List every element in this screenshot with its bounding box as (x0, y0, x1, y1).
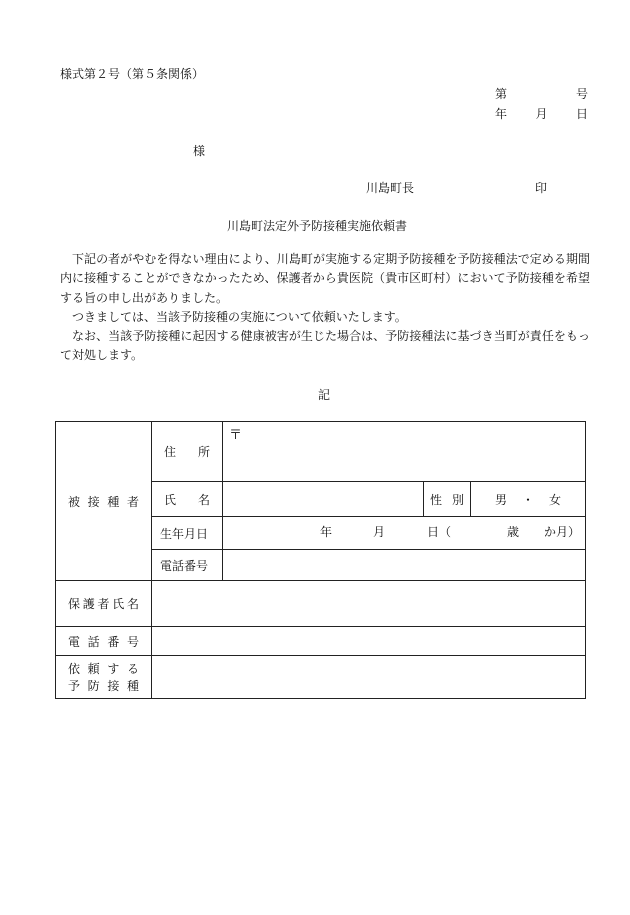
body-paragraph: 下記の者がやむを得ない理由により、川島町が実施する定期予防接種を予防接種法で定める期間内に接種することができなかったため、保護者から貴医院（貴市区町村）において予防接種を希望する旨の申し出がありました。 (60, 252, 590, 305)
address-label-cell (152, 422, 223, 482)
birthdate-day-unit: 日（ (427, 525, 452, 539)
age-years-unit: 歳 (507, 525, 520, 539)
seal-mark: 印 (535, 181, 548, 195)
guardian-label-cell (56, 581, 152, 627)
recipient-label-cell (56, 422, 152, 581)
birthdate-field[interactable] (223, 517, 586, 550)
birthdate-month-unit: 月 (373, 525, 386, 539)
name-field[interactable] (223, 482, 424, 517)
number-suffix: 号 (575, 87, 588, 101)
document-date-line (495, 107, 588, 121)
label-char: 者 (126, 494, 139, 509)
sex-field[interactable] (471, 482, 586, 517)
number-prefix: 第 (495, 87, 508, 101)
ki-heading: 記 (318, 388, 331, 402)
recipient-table (55, 421, 586, 699)
date-day: 日 (575, 107, 588, 121)
phone-label-cell: 電話番号 (152, 550, 223, 581)
label-char: す (107, 662, 120, 676)
postal-mark: 〒 (229, 428, 243, 443)
sender-name: 川島町長 (366, 181, 415, 195)
address-field[interactable] (223, 422, 586, 482)
date-month: 月 (535, 107, 548, 121)
label-char: る (126, 662, 139, 676)
label-char: 種 (126, 679, 139, 693)
phone-field[interactable] (223, 550, 586, 581)
label-char: 予 (68, 679, 81, 693)
label-char: 番 (107, 634, 120, 649)
sex-option-female: 女 (548, 492, 561, 507)
label-char: 名 (197, 492, 210, 507)
label-char: 電 (68, 634, 81, 649)
label-char: 話 (87, 634, 100, 649)
document-title: 川島町法定外予防接種実施依頼書 (227, 219, 408, 233)
label-char: 頼 (87, 662, 100, 676)
date-year: 年 (495, 107, 508, 121)
requested-vaccination-label-cell (56, 656, 152, 699)
addressee-suffix: 様 (193, 144, 206, 158)
birthdate-label-cell: 生年月日 (152, 517, 223, 550)
label-char: 保 (68, 597, 81, 611)
label-char: 防 (87, 679, 100, 693)
label-char: 性 (430, 492, 443, 507)
body-paragraph: なお、当該予防接種に起因する健康被害が生じた場合は、予防接種法に基づき当町が責任をもって対処します。 (60, 329, 590, 363)
label-char: 氏 (164, 492, 177, 507)
label-char: 護 (82, 597, 95, 611)
sex-option-separator: ・ (521, 492, 534, 507)
body-text (60, 250, 590, 366)
body-paragraph: つきましては、当該予防接種の実施について依頼いたします。 (72, 309, 407, 324)
label-char: 氏 (112, 597, 125, 611)
label-char: 依 (68, 662, 81, 676)
label-char: 接 (87, 494, 100, 509)
label-char: 接 (107, 679, 120, 693)
form-label: 様式第２号（第５条関係） (60, 67, 205, 81)
requested-vaccination-field[interactable] (152, 656, 586, 699)
age-months-unit: か月） (544, 525, 581, 539)
sex-option-male: 男 (495, 492, 508, 507)
name-label-cell (152, 482, 223, 517)
label-char: 種 (107, 494, 120, 509)
label-char: 号 (126, 634, 139, 649)
label-char: 所 (197, 445, 210, 459)
guardian-phone-field[interactable] (152, 627, 586, 656)
label-char: 別 (451, 492, 464, 507)
birthdate-year-unit: 年 (320, 525, 333, 539)
sex-label-cell (424, 482, 471, 517)
label-char: 被 (68, 494, 81, 509)
guardian-phone-label-cell (56, 627, 152, 656)
guardian-name-field[interactable] (152, 581, 586, 627)
label-char: 者 (97, 597, 110, 611)
document-number-line (495, 87, 588, 101)
label-char: 住 (164, 445, 177, 459)
label-char: 名 (126, 597, 139, 611)
